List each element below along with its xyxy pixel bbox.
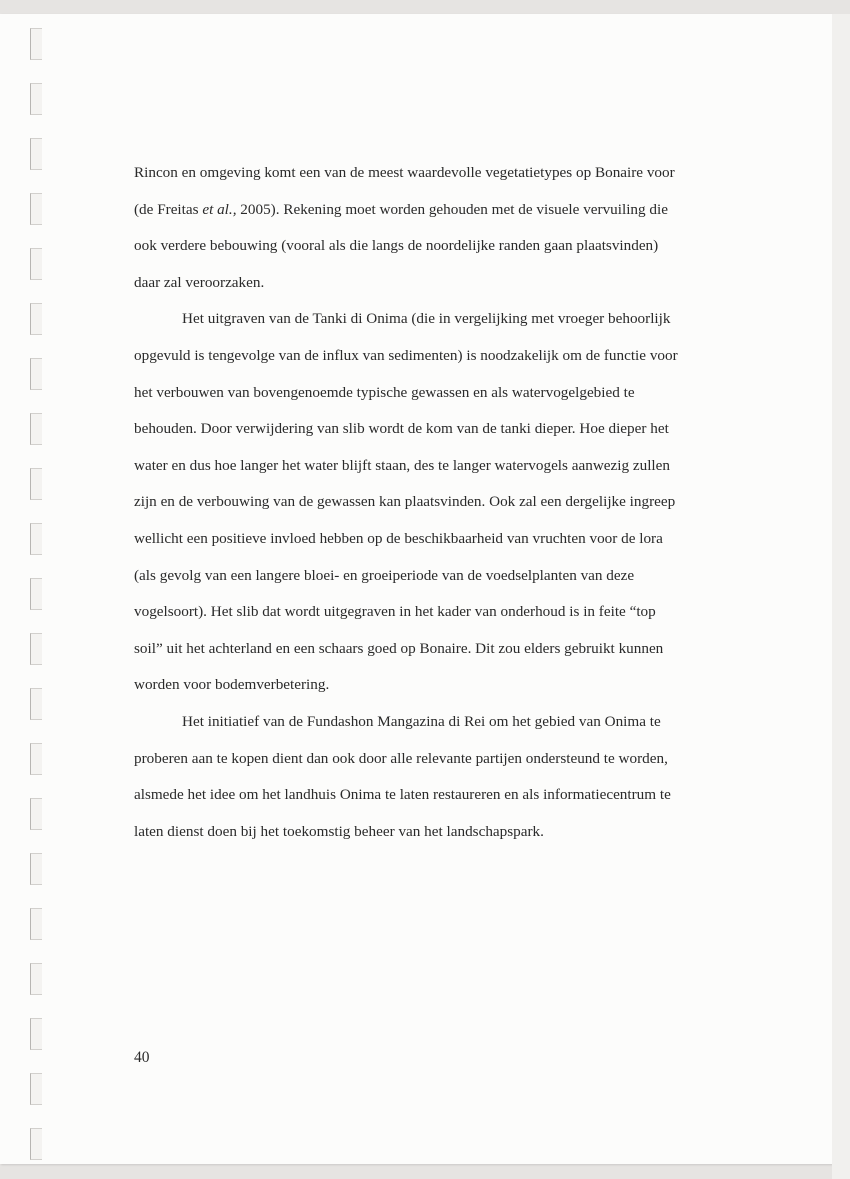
text-line: Rincon en omgeving komt een van de meest waardevolle vegetatietypes op Bonaire voor <box>134 164 675 181</box>
text-line: soil” uit het achterland en een schaars goed op Bonaire. Dit zou elders gebruikt kunnen <box>134 639 664 657</box>
text-line: alsmede het idee om het landhuis Onima te laten restaureren en als informatiecentrum te <box>134 786 671 804</box>
text-line: vogelsoort). Het slib dat wordt uitgegraven in het kader van onderhoud is in feite “top <box>134 603 656 621</box>
binding-hole <box>30 358 42 390</box>
binding-hole <box>30 193 42 225</box>
binding-hole <box>30 413 42 445</box>
text-line: het verbouwen van bovengenoemde typische gewassen en als watervogelgebied te <box>134 383 635 401</box>
binding-hole <box>30 853 42 885</box>
binding-hole <box>30 468 42 500</box>
text-line: behouden. Door verwijdering van slib wordt de kom van de tanki dieper. Hoe dieper het <box>134 420 669 438</box>
binding-hole <box>30 578 42 610</box>
binding-hole <box>30 1128 42 1160</box>
binding-hole <box>30 523 42 555</box>
binding-hole <box>30 688 42 720</box>
text-line: (als gevolg van een langere bloei- en groeiperiode van de voedselplanten van deze <box>134 566 635 584</box>
binding-hole <box>30 28 42 60</box>
binding-hole <box>30 798 42 830</box>
text-line: (de Freitas <box>134 200 203 218</box>
binding-hole <box>30 1073 42 1105</box>
paragraph-2 <box>134 301 714 704</box>
binding-hole <box>30 248 42 280</box>
binding-hole <box>30 303 42 335</box>
page-edge <box>832 14 850 1179</box>
text-line: daar zal veroorzaken. <box>134 273 265 291</box>
binding-hole <box>30 908 42 940</box>
text-line: opgevuld is tengevolge van de influx van sedimenten) is noodzakelijk om de functie voor <box>134 346 678 364</box>
binding-hole <box>30 633 42 665</box>
text-line: 2005). Rekening moet worden gehouden met de visuele vervuiling die <box>236 200 668 218</box>
paragraph-1 <box>134 155 714 301</box>
binding-hole <box>30 1018 42 1050</box>
text-line: wellicht een positieve invloed hebben op de beschikbaarheid van vruchten voor de lora <box>134 529 663 547</box>
text-line: proberen aan te kopen dient dan ook door alle relevante partijen ondersteund te worden, <box>134 749 668 767</box>
citation-italic: et al., <box>202 200 237 218</box>
text-line: Het uitgraven van de Tanki di Onima (die in vergelijking met vroeger behoorlijk <box>182 310 671 328</box>
text-line: zijn en de verbouwing van de gewassen kan plaatsvinden. Ook zal een dergelijke ingreep <box>134 493 676 511</box>
text-line: water en dus hoe langer het water blijft staan, des te langer watervogels aanwezig zullen <box>134 456 670 474</box>
text-line: ook verdere bebouwing (vooral als die langs de noordelijke randen gaan plaatsvinden) <box>134 237 659 255</box>
page-number: 40 <box>134 1049 150 1066</box>
binding-hole <box>30 963 42 995</box>
paragraph-3 <box>134 704 714 850</box>
text-line: worden voor bodemverbetering. <box>134 676 330 694</box>
binding-hole <box>30 743 42 775</box>
body-text <box>134 155 714 850</box>
binding-hole <box>30 138 42 170</box>
text-line: Het initiatief van de Fundashon Mangazina di Rei om het gebied van Onima te <box>182 712 661 730</box>
binding-hole <box>30 83 42 115</box>
text-line: laten dienst doen bij het toekomstig beheer van het landschapspark. <box>134 822 544 840</box>
binding-holes <box>30 0 44 1179</box>
